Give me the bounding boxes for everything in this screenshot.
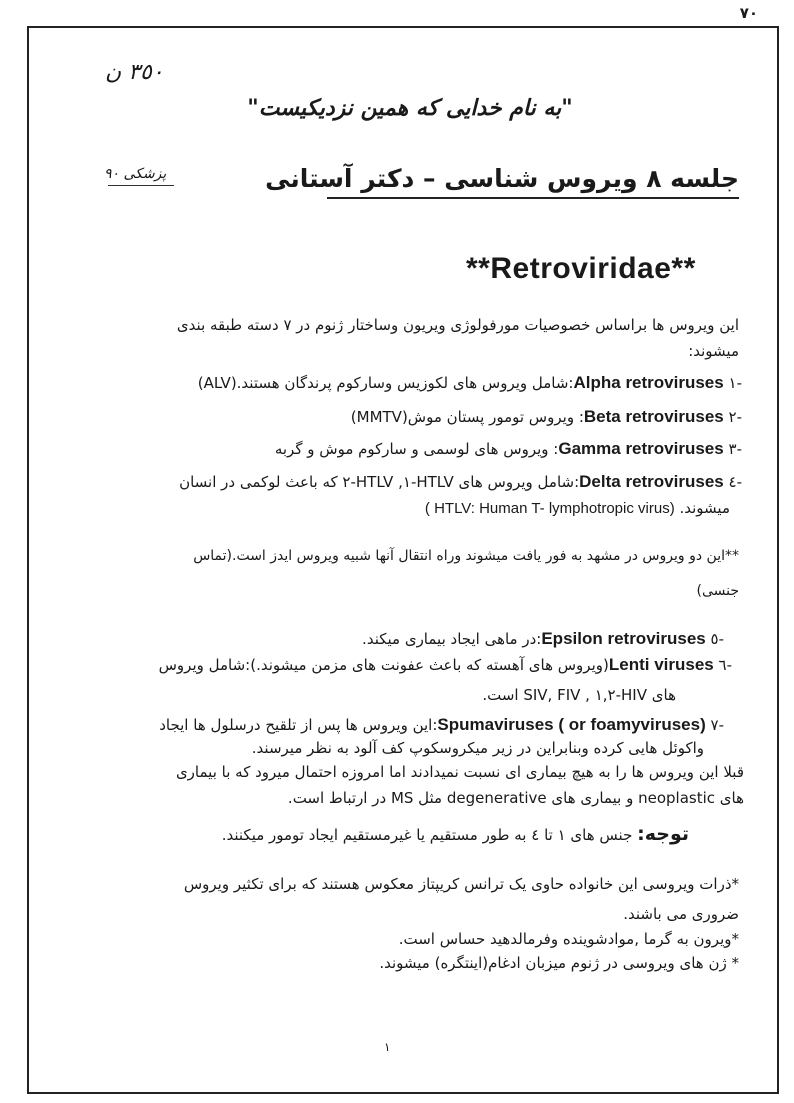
item-text: (ویروس های آهسته که باعث عفونت های مزمن میشوند.):شامل ویروس	[158, 656, 609, 674]
item-number: -٧	[710, 716, 724, 734]
item-number: -٣	[728, 440, 742, 458]
item-name: Delta retroviruses	[579, 472, 724, 491]
item-number: -١	[728, 374, 742, 392]
course-tag: پزشکی ٩٠	[104, 166, 167, 182]
handwritten-number: ٣٥٠ ن	[105, 60, 164, 85]
basmala-heading: "به نام خدایی که همین نزدیکیست"	[247, 96, 573, 121]
delta-cont-fa: میشوند.	[679, 499, 730, 517]
item-text: :در ماهی ایجاد بیماری میکند.	[362, 630, 542, 648]
list-item-continuation: های neoplastic و بیماری های degenerative مثل MS در ارتباط است.	[287, 789, 744, 807]
item-name: Lenti viruses	[608, 655, 714, 674]
item-name: Epsilon retroviruses	[541, 629, 706, 648]
fact-line: * ژن های ویروسی در ژنوم میزبان ادغام(اینتگره) میشوند.	[379, 954, 739, 972]
list-item	[351, 406, 742, 428]
caution-note	[222, 823, 689, 846]
lecture-title-underline	[327, 197, 739, 199]
caution-text: جنس های ١ تا ٤ به طور مستقیم یا غیرمستقیم ایجاد تومور میکنند.	[221, 826, 633, 844]
fact-line: *ذرات ویروسی این خانواده حاوی یک ترانس کریپتاز معکوس هستند که برای تکثیر ویروس	[183, 875, 739, 893]
item-text: :شامل ویروس های HTLV-١, HTLV-٢ که باعث لوکمی در انسان	[179, 473, 580, 491]
item-text: :این ویروس ها پس از تلقیح درسلول ها ایجاد	[159, 716, 438, 734]
list-item	[362, 628, 724, 650]
fact-line: *ویرون به گرما ,موادشوینده وفرمالدهید حساس است.	[398, 930, 739, 948]
list-item	[159, 654, 732, 676]
intro-line: این ویروس ها براساس خصوصیات مورفولوژی ویریون وساختار ژنوم در ٧ دسته طبقه بندی	[176, 316, 739, 334]
list-item	[179, 471, 742, 493]
item-number: -٦	[718, 656, 732, 674]
page-number: ١	[384, 1040, 391, 1054]
item-text: : ویروس های لوسمی و سارکوم موش و گربه	[274, 440, 559, 458]
item-text: : ویروس تومور پستان موش(MMTV)	[350, 408, 584, 426]
list-item-continuation: های HIV-١,٢ , SIV, FIV است.	[482, 686, 676, 704]
item-text: :شامل ویروس های لکوزیس وسارکوم پرندگان هستند.(ALV)	[197, 374, 574, 392]
item-number: -٤	[728, 473, 742, 491]
fact-line: ضروری می باشند.	[623, 905, 739, 923]
caution-label: توجه:	[637, 823, 689, 845]
list-item-continuation	[425, 497, 730, 520]
item-number: -٢	[728, 408, 742, 426]
item-name: Spumaviruses ( or foamyviruses)	[437, 715, 706, 734]
list-item	[198, 372, 742, 394]
corner-page-number: ٧٠	[739, 4, 758, 22]
item-name: Alpha retroviruses	[573, 373, 724, 392]
note-line: **این دو ویروس در مشهد به فور یافت میشوند وراه انتقال آنها شبیه ویروس ایدز است.(تماس	[193, 548, 739, 564]
intro-line: میشوند:	[688, 342, 739, 360]
course-tag-underline	[108, 185, 174, 186]
section-heading: **Retroviridae**	[466, 252, 696, 285]
list-item	[159, 714, 724, 736]
item-number: -٥	[710, 630, 724, 648]
item-name: Beta retroviruses	[583, 407, 724, 426]
list-item-continuation: قبلا این ویروس ها را به هیچ بیماری ای نسبت نمیدادند اما امروزه احتمال میرود که با بیماری	[175, 763, 744, 781]
list-item	[275, 438, 742, 460]
item-name: Gamma retroviruses	[558, 439, 724, 458]
delta-cont-en: ( HTLV: Human T- lymphotropic virus)	[424, 500, 675, 517]
lecture-title: جلسه ٨ ویروس شناسی – دکتر آستانی	[265, 164, 739, 193]
note-line: جنسی)	[696, 583, 739, 599]
list-item-continuation: واکوئل هایی کرده وبنابراین در زیر میکروسکوپ کف آلود به نظر میرسند.	[251, 739, 704, 757]
